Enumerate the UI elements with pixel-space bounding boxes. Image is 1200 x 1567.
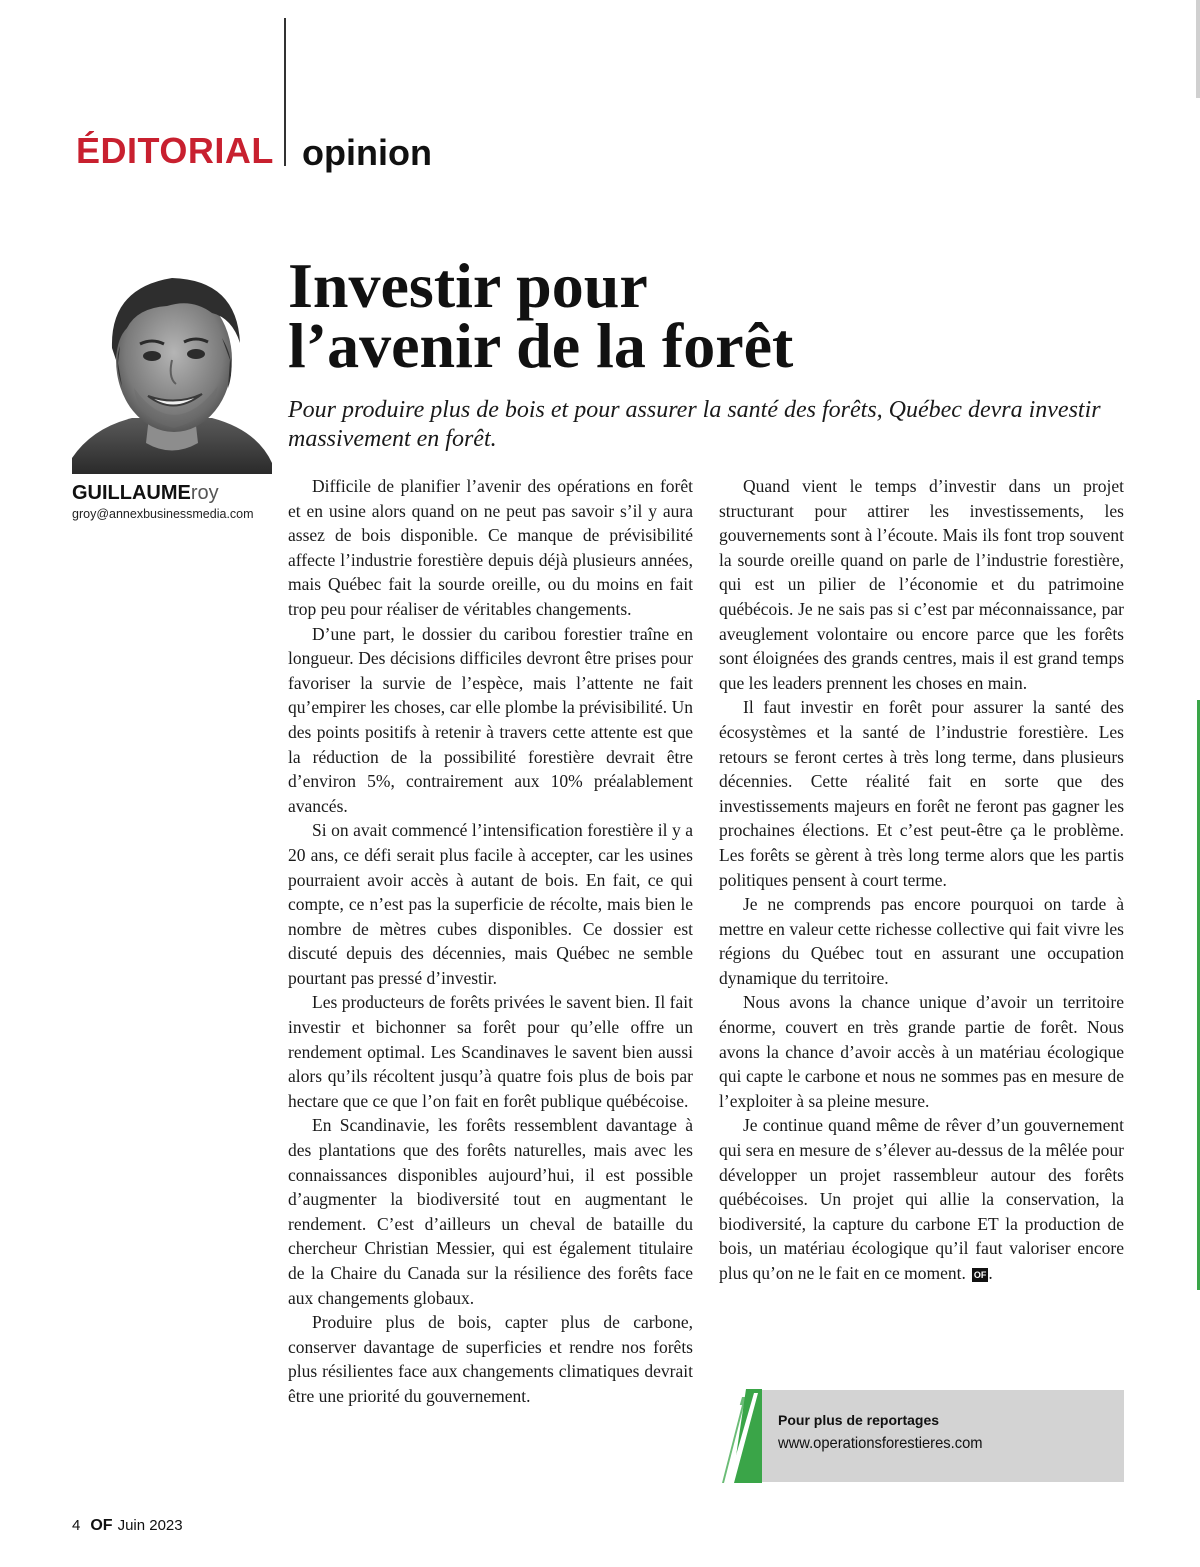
article-paragraph: Quand vient le temps d’investir dans un projet structurant pour attirer les investissements, les gouvernements sont à l’écoute. Mais ils font trop souvent la sourde oreille quand on parle de l’industrie forestière, qui est un pilier de l’économie et du patrimoine québécois. Je ne sais pas si c’est par méconnaissance, par aveuglement volontaire ou encore parce que les forêts sont éloignées des grands centres, mais il est grand temps que les leaders prennent les choses en main. bbox=[719, 476, 1124, 693]
promo-url-link[interactable]: www.operationsforestieres.com bbox=[778, 1435, 983, 1452]
section-label: ÉDITORIAL bbox=[76, 130, 274, 171]
end-punctuation: . bbox=[988, 1263, 993, 1283]
article-column-left bbox=[288, 474, 693, 1409]
article-paragraph: Difficile de planifier l’avenir des opérations en forêt et en usine alors quand on ne peut pas savoir s’il y aura assez de bois disponible. Ce manque de prévisibilité affecte l’industrie forestière depuis déjà plusieurs années, mais Québec fait la sourde oreille, ou du moins en fait trop peu pour réaliser de véritables changements. bbox=[288, 476, 693, 619]
author-portrait-photo bbox=[72, 268, 272, 474]
green-chevron-arrow-icon bbox=[716, 1389, 762, 1483]
issue-date: Juin 2023 bbox=[117, 1517, 183, 1534]
article-headline bbox=[288, 250, 1168, 381]
article-paragraph: En Scandinavie, les forêts ressemblent davantage à des plantations que des forêts naturelles, mais avec les connaissances disponibles aujourd’hui, il est possible d’augmenter la biodiversité tout en augmentant le rendement. C’est d’ailleurs un cheval de bataille du chercheur Christian Messier, qui est également titulaire de la Chaire du Canada sur la résilience des forêts face aux changements globaux. bbox=[288, 1115, 693, 1308]
article-last-paragraph-text: Je continue quand même de rêver d’un gouvernement qui sera en mesure de s’élever au-dessus de la mêlée pour développer un projet rassembleur autour des forêts québécoises. Un projet qui allie la conservation, la biodiversité, la capture du carbone ET la production de bois, un matériau écologique qu’il faut valoriser encore plus qu’on ne le fait en ce moment. bbox=[719, 1115, 1124, 1283]
headline-line-2: l’avenir de la forêt bbox=[288, 310, 794, 381]
header-divider bbox=[284, 18, 286, 166]
section-sublabel: opinion bbox=[302, 132, 432, 173]
article-paragraph: Je ne comprends pas encore pourquoi on tarde à mettre en valeur cette richesse collective qui fait vivre les régions du Québec tout en assurant une occupation dynamique du territoire. bbox=[719, 894, 1124, 988]
page-edge-marker-gray bbox=[1196, 0, 1200, 98]
article-paragraph: Produire plus de bois, capter plus de carbone, conserver davantage de superficies et rendre nos forêts plus résilientes face aux changements climatiques devrait être une priorité du gouvernement. bbox=[288, 1312, 693, 1406]
article-paragraph: Nous avons la chance unique d’avoir un territoire énorme, couvert en très grande partie de forêt. Nous avons la chance d’avoir accès à un matériau écologique qui capte le carbone et nous ne sommes pas en mesure de l’exploiter à sa pleine mesure. bbox=[719, 992, 1124, 1111]
author-name bbox=[72, 482, 219, 505]
page-number: 4 bbox=[72, 1517, 81, 1534]
author-last-name: roy bbox=[190, 482, 219, 504]
article-deck: Pour produire plus de bois et pour assurer la santé des forêts, Québec devra investir massivement en forêt. bbox=[288, 397, 1101, 452]
of-logo-mark-icon: OF bbox=[973, 1269, 987, 1280]
author-email[interactable]: groy@annexbusinessmedia.com bbox=[72, 507, 254, 521]
article-paragraph: Les producteurs de forêts privées le savent bien. Il fait investir et bichonner sa forêt pour qu’elle offre un rendement optimal. Les Scandinaves le savent bien aussi alors qu’ils récoltent jusqu’à quatre fois plus de bois par hectare que ce que l’on fait en forêt publique québécoise. bbox=[288, 992, 693, 1111]
article-paragraph: Il faut investir en forêt pour assurer la santé des écosystèmes et la santé de l’industrie forestière. Les retours se feront certes à très long terme, dans plusieurs décennies. Cette réalité fait en sorte que des investissements majeurs en forêt ne feront pas gagner les prochaines élections. Et c’est peut-être ça le problème. Les forêts se gèrent à très long terme alors que les partis politiques pensent à court terme. bbox=[719, 697, 1124, 890]
page-footer bbox=[72, 1517, 183, 1535]
headline-line-1: Investir pour bbox=[288, 250, 648, 321]
author-portrait bbox=[72, 268, 272, 474]
article-paragraph: Si on avait commencé l’intensification forestière il y a 20 ans, ce défi serait plus facile à accepter, car les usines pourraient avoir accès à autant de bois. En fait, ce qui compte, ce n’est pas la superficie de récolte, mais bien le nombre de mètres cubes disponibles. Ce dossier est discuté depuis des décennies, mais Québec ne semble pourtant pas pressé d’investir. bbox=[288, 820, 693, 988]
promo-box[interactable] bbox=[762, 1390, 1124, 1482]
article-column-right bbox=[719, 474, 1124, 1286]
promo-title: Pour plus de reportages bbox=[778, 1412, 940, 1428]
magazine-name: OF bbox=[90, 1517, 113, 1534]
article-paragraph: D’une part, le dossier du caribou forestier traîne en longueur. Des décisions difficiles devront être prises pour favoriser la survie de l’espèce, mais l’attente ne fait qu’empirer les choses, car elle plombe la prévisibilité. Un des points positifs à retenir à travers cette attente est que la réduction de la possibilité forestière devrait être d’environ 5%, contrairement aux 10% préalablement avancés. bbox=[288, 623, 693, 816]
article-paragraph-last bbox=[719, 1113, 1124, 1285]
author-first-name: GUILLAUME bbox=[72, 482, 191, 504]
